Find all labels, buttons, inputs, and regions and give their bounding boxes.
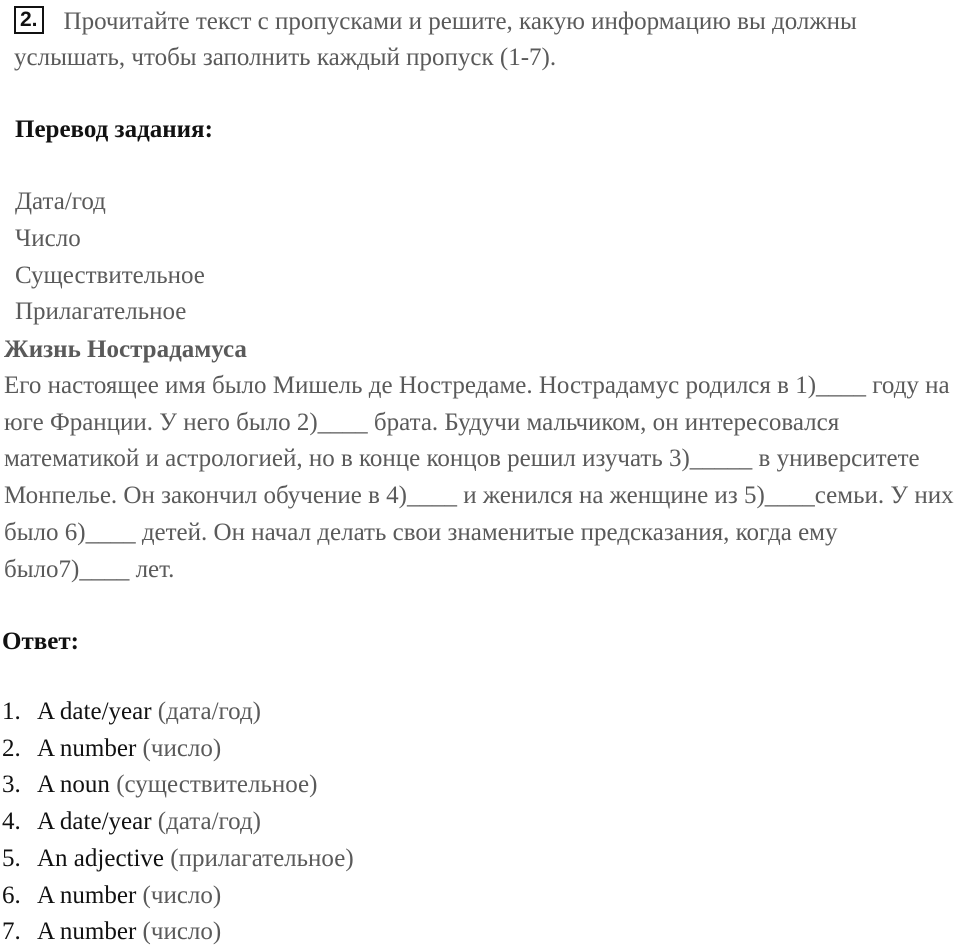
answer-russian: (дата/год) xyxy=(157,808,262,836)
answer-number: 7. xyxy=(2,918,21,946)
answer-english: A noun xyxy=(37,771,117,799)
answer-english: A date/year xyxy=(37,698,152,725)
translation-item: Число xyxy=(15,224,81,252)
answer-russian: (число) xyxy=(142,734,222,762)
translation-item: Прилагательное xyxy=(15,298,187,326)
answer-english: A number xyxy=(37,734,143,762)
answer-item xyxy=(2,878,354,915)
answer-russian: (прилагательное) xyxy=(170,844,354,872)
task-text: Прочитайте текст с пропусками и решите, какую информацию вы должны услышать, чтобы заполнить каждый пропуск (1-7). xyxy=(14,8,857,71)
answer-number: 4. xyxy=(2,808,21,836)
answer-number: 6. xyxy=(2,881,21,909)
answer-number: 3. xyxy=(2,771,21,799)
translation-heading: Перевод задания: xyxy=(15,116,213,143)
translation-item: Дата/год xyxy=(15,188,106,215)
answer-russian: (число) xyxy=(142,881,222,909)
answer-number: 5. xyxy=(2,844,21,872)
translation-item: Существительное xyxy=(15,261,205,289)
story-body: Его настоящее имя было Мишель де Ностредаме. Нострадамус родился в 1)____ году на юге Франции. У него было 2)____ брата. Будучи мальчиком, он интересовался математикой и астрологией, но в конце концов решил изучать 3)_____ в университете Монпелье. Он закончил обучение в 4)____ и женился на женщине из 5)____семьи. У них было 6)____ детей. Он начал делать свои знаменитые предсказания, когда ему было7)____ лет. xyxy=(4,372,954,583)
answer-english: A date/year xyxy=(37,808,158,836)
answer-russian: (дата/год) xyxy=(157,698,262,725)
answer-item xyxy=(2,731,354,768)
answer-number: 1. xyxy=(2,698,21,725)
answer-item xyxy=(2,767,354,804)
answer-heading: Ответ: xyxy=(2,628,79,655)
answer-russian: (число) xyxy=(142,918,222,946)
task-instruction xyxy=(14,4,954,76)
answer-number: 2. xyxy=(2,734,21,762)
answer-list xyxy=(2,694,354,951)
answer-item xyxy=(2,841,354,878)
task-number-badge: 2. xyxy=(14,6,44,34)
answer-english: An adjective xyxy=(37,844,165,872)
translation-list xyxy=(15,184,205,331)
answer-item xyxy=(2,694,354,731)
answer-russian: (существительное) xyxy=(116,771,318,799)
answer-item xyxy=(2,914,354,951)
answer-english: A number xyxy=(37,881,143,909)
answer-english: A number xyxy=(37,918,143,946)
answer-item xyxy=(2,804,354,841)
story-title: Жизнь Нострадамуса xyxy=(4,336,247,363)
